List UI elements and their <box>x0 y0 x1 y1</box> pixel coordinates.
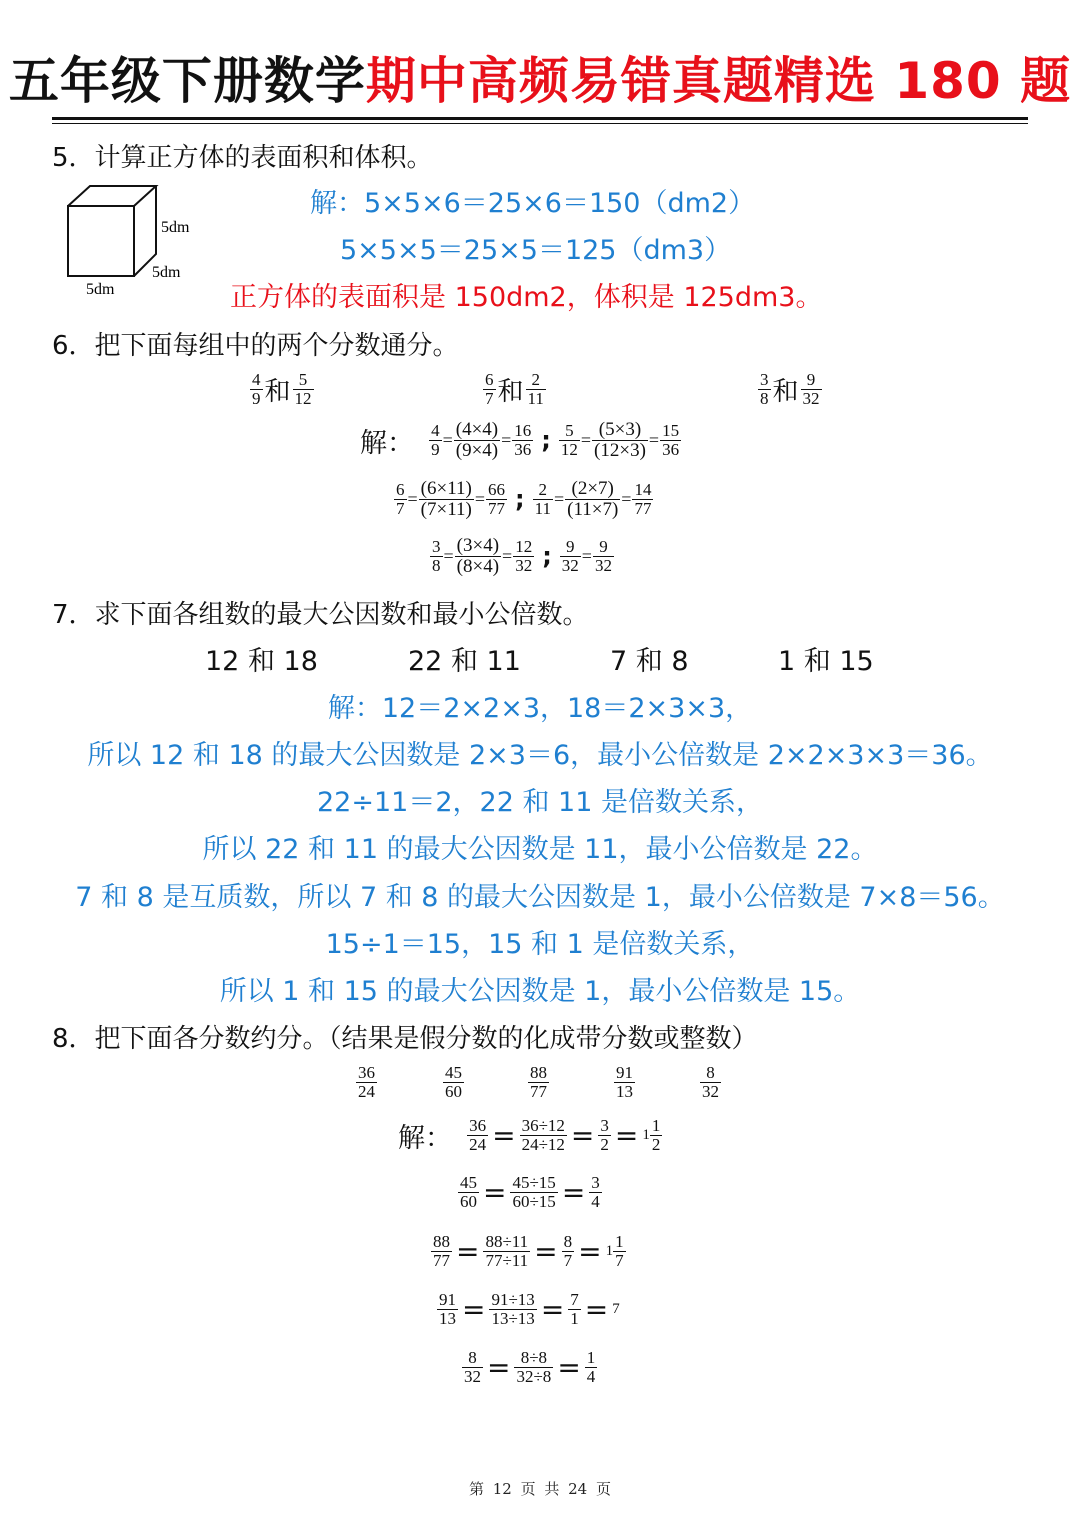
q5-solution-volume: 5×5×5＝25×5＝125（dm3） <box>340 235 732 266</box>
q8-solution-row-3: $\frac{88}{77}$ = $\frac{88\div 11}{77\div 11}$ = $\frac{8}{7}$ = 1 $\frac{1}{7}$ <box>433 1232 624 1270</box>
cube-label-depth: 5dm <box>152 264 181 281</box>
cube-side-face <box>134 186 156 276</box>
q7-solution-line-5: 7 和 8 是互质数，所以 7 和 8 的最大公因数是 1，最小公倍数是 7×8＝56。 <box>75 882 1005 913</box>
page-title <box>0 52 1080 110</box>
q8-solution-row-1: 解： $\frac{36}{24}$ = $\frac{36\div 12}{24\div 12}$ = $\frac{3}{2}$ = 1 $\frac{1}{2}$ <box>398 1116 661 1154</box>
q7-pair-1: 12 和 18 <box>205 646 318 677</box>
cube-label-height: 5dm <box>161 219 190 236</box>
q6-solution-row-2: $\frac{6}{7}$ = $\frac{(6\times 11)}{(7\times 11)}$ = $\frac{66}{77}$ ; $\frac{2}{11}$ = $\frac{(2\times 7)}{(11\times 7)}$ = $\frac{14}{77}$ <box>396 478 652 520</box>
page-footer: 第 12 页 共 24 页 <box>468 1480 611 1498</box>
cube-top-face <box>68 186 156 206</box>
q8-solution-row-2: $\frac{45}{60}$ = $\frac{45\div 15}{60\div 15}$ = $\frac{3}{4}$ <box>460 1173 600 1211</box>
q6-group-2: $\frac{6}{7}$ 和 $\frac{2}{11}$ <box>485 370 544 408</box>
q8-fraction-3: $\frac{88}{77}$ <box>530 1063 547 1101</box>
q5-solution-area: 解：5×5×6＝25×6＝150（dm2） <box>310 188 756 219</box>
q6-group-1: $\frac{4}{9}$ 和 $\frac{5}{12}$ <box>252 370 312 408</box>
q6-group-3: $\frac{3}{8}$ 和 $\frac{9}{32}$ <box>760 370 820 408</box>
title-black-part: 五年级下册数学 <box>8 52 366 110</box>
cube-figure <box>58 180 208 300</box>
cube-label-width: 5dm <box>86 281 115 298</box>
q8-fraction-1: $\frac{36}{24}$ <box>358 1063 375 1101</box>
q7-solution-line-3: 22÷11＝2，22 和 11 是倍数关系， <box>317 787 763 818</box>
q7-solution-line-7: 所以 1 和 15 的最大公因数是 1，最小公倍数是 15。 <box>219 976 861 1007</box>
question-7: 7．求下面各组数的最大公因数和最小公倍数。 <box>52 600 589 630</box>
q8-fraction-2: $\frac{45}{60}$ <box>445 1063 462 1101</box>
q6-solution-row-3: $\frac{3}{8}$ = $\frac{(3\times 4)}{(8\times 4)}$ = $\frac{12}{32}$ ; $\frac{9}{32}$ = $\frac{9}{32}$ <box>432 535 612 577</box>
title-red-part: 期中高频易错真题精选 180 题 <box>365 52 1072 110</box>
q8-fraction-4: $\frac{91}{13}$ <box>616 1063 633 1101</box>
question-6: 6．把下面每组中的两个分数通分。 <box>52 331 459 361</box>
q7-solution-line-4: 所以 22 和 11 的最大公因数是 11，最小公倍数是 22。 <box>202 834 878 865</box>
q7-pair-3: 7 和 8 <box>610 646 689 677</box>
q6-solution-row-1: 解： $\frac{4}{9}$ = $\frac{(4\times 4)}{(9\times 4)}$ = $\frac{16}{36}$ ; $\frac{5}{12}$ = $\frac{(5\times 3)}{(12\times 3)}$ = $\frac{15}{36}$ <box>360 419 680 461</box>
q8-solution-row-5: $\frac{8}{32}$ = $\frac{8\div 8}{32\div 8}$ = $\frac{1}{4}$ <box>464 1348 596 1386</box>
title-rule-thin <box>52 123 1028 124</box>
q7-pair-2: 22 和 11 <box>408 646 521 677</box>
title-rule-thick <box>52 117 1028 120</box>
question-8: 8．把下面各分数约分。（结果是假分数的化成带分数或整数） <box>52 1024 758 1054</box>
question-5: 5．计算正方体的表面积和体积。 <box>52 143 433 173</box>
q8-solution-row-4: $\frac{91}{13}$ = $\frac{91\div 13}{13\div 13}$ = $\frac{7}{1}$ = 7 <box>439 1290 620 1328</box>
q7-solution-line-2: 所以 12 和 18 的最大公因数是 2×3＝6，最小公倍数是 2×2×3×3＝36。 <box>87 740 993 771</box>
cube-front-face <box>68 206 134 276</box>
q7-solution-line-1: 解：12＝2×2×3，18＝2×3×3， <box>327 693 753 724</box>
q8-fraction-5: $\frac{8}{32}$ <box>702 1063 719 1101</box>
q7-solution-line-6: 15÷1＝15，15 和 1 是倍数关系， <box>325 929 755 960</box>
q5-answer: 正方体的表面积是 150dm2，体积是 125dm3。 <box>230 282 823 313</box>
q7-pair-4: 1 和 15 <box>778 646 874 677</box>
